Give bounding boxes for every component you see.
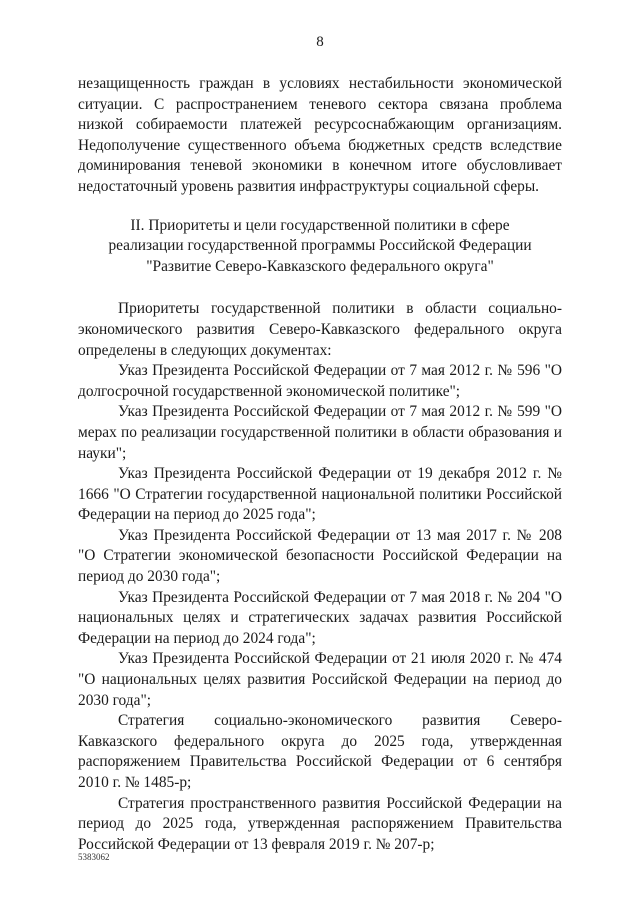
section-title-line-2: реализации государственной программы Российской Федерации — [108, 237, 532, 255]
section-title-line-3: "Развитие Северо-Кавказского федерального округа" — [146, 257, 494, 275]
list-item-document: Указ Президента Российской Федерации от 21 июля 2020 г. № 474 "О национальных целях развития Российской Федерации на период до 2030 года"; — [78, 650, 562, 709]
section-title-line-1: II. Приоритеты и цели государственной политики в сфере — [130, 216, 510, 234]
section-title — [78, 216, 562, 278]
document-body — [78, 74, 562, 855]
list-item-document: Указ Президента Российской Федерации от 7 мая 2018 г. № 204 "О национальных целях и стратегических задачах развития Российской Федерации на период до 2024 года"; — [78, 588, 562, 647]
list-item-document: Указ Президента Российской Федерации от 19 декабря 2012 г. № 1666 "О Стратегии государственной национальной политики Российской Федерации на период до 2025 года"; — [78, 465, 562, 524]
list-item-document: Указ Президента Российской Федерации от 7 мая 2012 г. № 596 "О долгосрочной государственной экономической политике"; — [78, 362, 562, 400]
list-item-document: Стратегия пространственного развития Российской Федерации на период до 2025 года, утвержденная распоряжением Правительства Российской Федерации от 13 февраля 2019 г. № 207-р; — [78, 794, 562, 853]
list-item-document: Указ Президента Российской Федерации от 13 мая 2017 г. № 208 "О Стратегии экономической безопасности Российской Федерации на период до 2030 года"; — [78, 526, 562, 586]
paragraph-shadow-economy: незащищенность граждан в условиях нестабильности экономической ситуации. С распространением теневого сектора связана проблема низкой собираемости платежей ресурсоснабжающим организациям. Недополучение существенного объема бюджетных средств вследствие доминирования теневой экономики в конечном итоге обусловливает недостаточный уровень развития инфраструктуры социальной сферы. — [78, 75, 562, 195]
list-item-document: Стратегия социально-экономического развития Северо-Кавказского федерального округа до 2025 года, утвержденная распоряжением Правительства Российской Федерации от 6 сентября 2010 г. № 1485-р; — [78, 712, 562, 791]
list-item-document: Указ Президента Российской Федерации от 7 мая 2012 г. № 599 "О мерах по реализации государственной политики в области образования и науки"; — [78, 403, 562, 462]
document-code: 5383062 — [78, 852, 110, 862]
page-number: 8 — [316, 34, 324, 50]
paragraph-intro: Приоритеты государственной политики в области социально-экономического развития Северо-Кавказского федерального округа определены в следующих документах: — [78, 300, 562, 359]
